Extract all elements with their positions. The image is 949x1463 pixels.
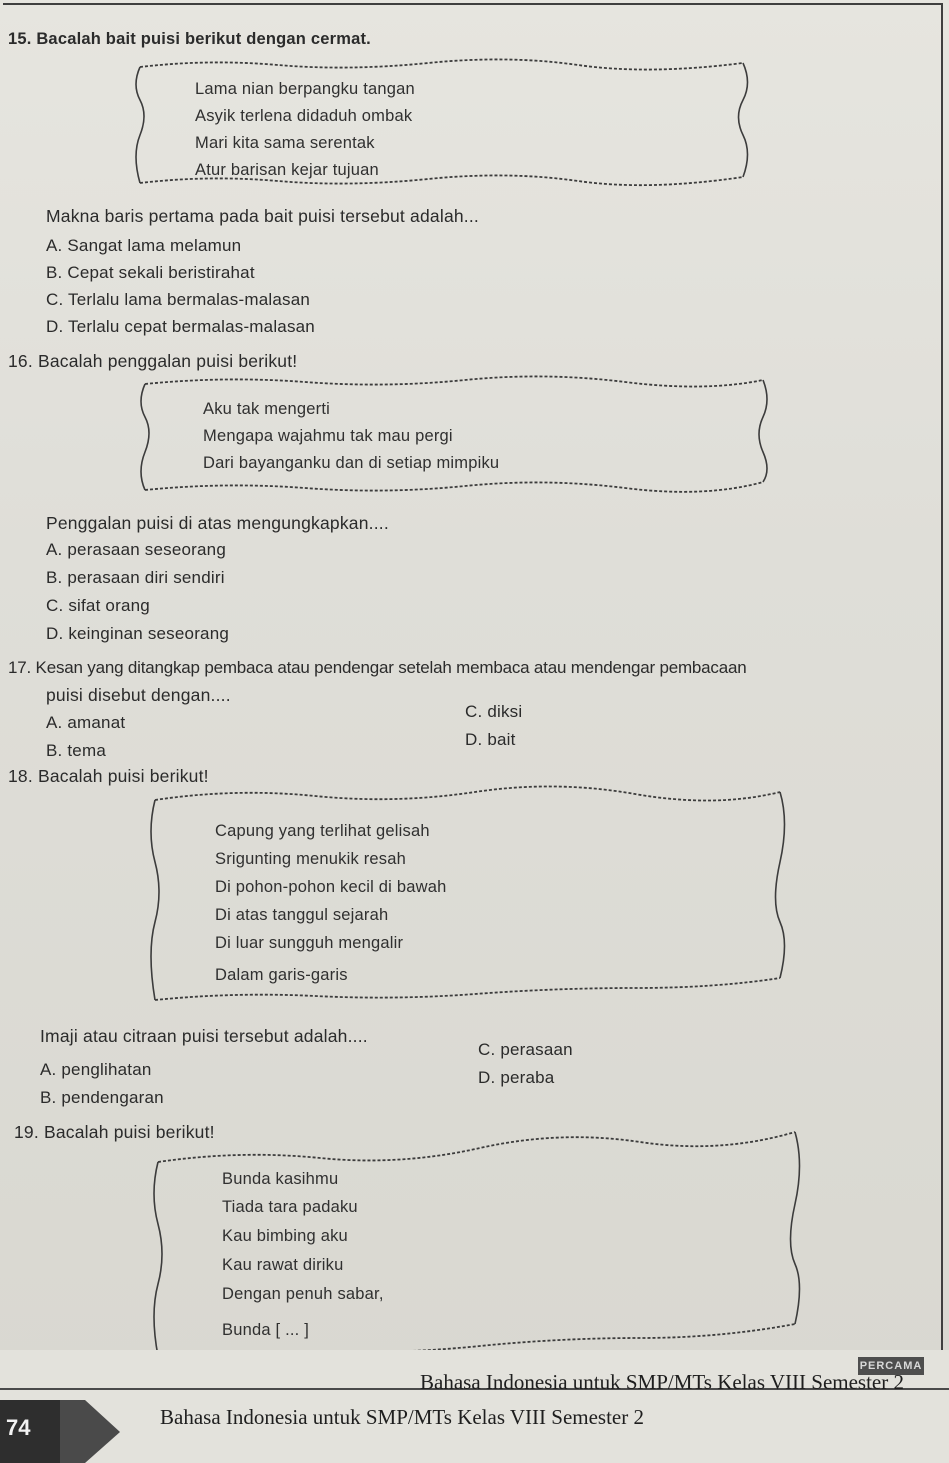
poem-15-line-4: Atur barisan kejar tujuan bbox=[195, 161, 379, 179]
poem-19-line-2: Tiada tara padaku bbox=[222, 1198, 358, 1216]
poem-19-line-4: Kau rawat diriku bbox=[222, 1256, 344, 1274]
question-18-option-d: D. peraba bbox=[478, 1068, 555, 1087]
publisher-logo: PERCAMA bbox=[858, 1357, 924, 1375]
poem-15-line-3: Mari kita sama serentak bbox=[195, 134, 375, 152]
question-17-option-b: B. tema bbox=[46, 741, 106, 760]
poem-15-line-1: Lama nian berpangku tangan bbox=[195, 80, 415, 98]
question-17-option-d: D. bait bbox=[465, 730, 516, 749]
question-17-title: 17. Kesan yang ditangkap pembaca atau pendengar setelah membaca atau mendengar pembacaan bbox=[8, 658, 747, 677]
question-19-title: 19. Bacalah puisi berikut! bbox=[14, 1122, 215, 1142]
question-16-prompt: Penggalan puisi di atas mengungkapkan.... bbox=[46, 513, 389, 533]
question-16-option-b: B. perasaan diri sendiri bbox=[46, 568, 225, 587]
question-17-option-c: C. diksi bbox=[465, 702, 523, 721]
question-17-option-a: A. amanat bbox=[46, 713, 126, 732]
poem-18-line-4: Di atas tanggul sejarah bbox=[215, 906, 389, 924]
question-15-option-a: A. Sangat lama melamun bbox=[46, 236, 242, 255]
question-16-option-d: D. keinginan seseorang bbox=[46, 624, 230, 643]
poem-16-line-1: Aku tak mengerti bbox=[203, 400, 331, 418]
question-15-option-b: B. Cepat sekali beristirahat bbox=[46, 263, 255, 282]
page-number: 74 bbox=[6, 1415, 31, 1440]
question-18-prompt: Imaji atau citraan puisi tersebut adalah.... bbox=[40, 1026, 368, 1046]
page-tab-arrow-icon bbox=[60, 1400, 122, 1463]
poem-18-line-1: Capung yang terlihat gelisah bbox=[215, 822, 430, 840]
poem-15-line-2: Asyik terlena didaduh ombak bbox=[195, 107, 413, 125]
poem-19-line-1: Bunda kasihmu bbox=[222, 1170, 339, 1188]
question-18-option-c: C. perasaan bbox=[478, 1040, 573, 1059]
poem-19-line-6: Bunda [ ... ] bbox=[222, 1321, 309, 1339]
poem-18-line-3: Di pohon-pohon kecil di bawah bbox=[215, 878, 447, 896]
question-15-option-c: C. Terlalu lama bermalas-malasan bbox=[46, 290, 311, 309]
question-16-option-c: C. sifat orang bbox=[46, 596, 150, 615]
footer-book-title: Bahasa Indonesia untuk SMP/MTs Kelas VIII Semester 2 bbox=[160, 1405, 644, 1429]
question-16-title: 16. Bacalah penggalan puisi berikut! bbox=[8, 351, 298, 371]
question-17-line-2: puisi disebut dengan.... bbox=[46, 685, 231, 705]
question-15-prompt: Makna baris pertama pada bait puisi tersebut adalah... bbox=[46, 206, 479, 226]
poem-19-line-3: Kau bimbing aku bbox=[222, 1227, 348, 1245]
poem-18-line-2: Srigunting menukik resah bbox=[215, 850, 406, 868]
question-15-option-d: D. Terlalu cepat bermalas-malasan bbox=[46, 317, 315, 336]
footer-book-title-top: Bahasa Indonesia untuk SMP/MTs Kelas VIII Semester 2 bbox=[420, 1370, 904, 1394]
question-16-option-a: A. perasaan seseorang bbox=[46, 540, 226, 559]
question-18-title: 18. Bacalah puisi berikut! bbox=[8, 766, 209, 786]
poem-18-line-6: Dalam garis-garis bbox=[215, 966, 348, 984]
question-15-title: 15. Bacalah bait puisi berikut dengan cermat. bbox=[8, 30, 371, 48]
question-18-option-a: A. penglihatan bbox=[40, 1060, 152, 1079]
poem-16-line-3: Dari bayanganku dan di setiap mimpiku bbox=[203, 454, 500, 472]
question-18-option-b: B. pendengaran bbox=[40, 1088, 164, 1107]
poem-16-line-2: Mengapa wajahmu tak mau pergi bbox=[203, 427, 453, 445]
poem-19-line-5: Dengan penuh sabar, bbox=[222, 1285, 384, 1303]
poem-18-line-5: Di luar sungguh mengalir bbox=[215, 934, 404, 952]
